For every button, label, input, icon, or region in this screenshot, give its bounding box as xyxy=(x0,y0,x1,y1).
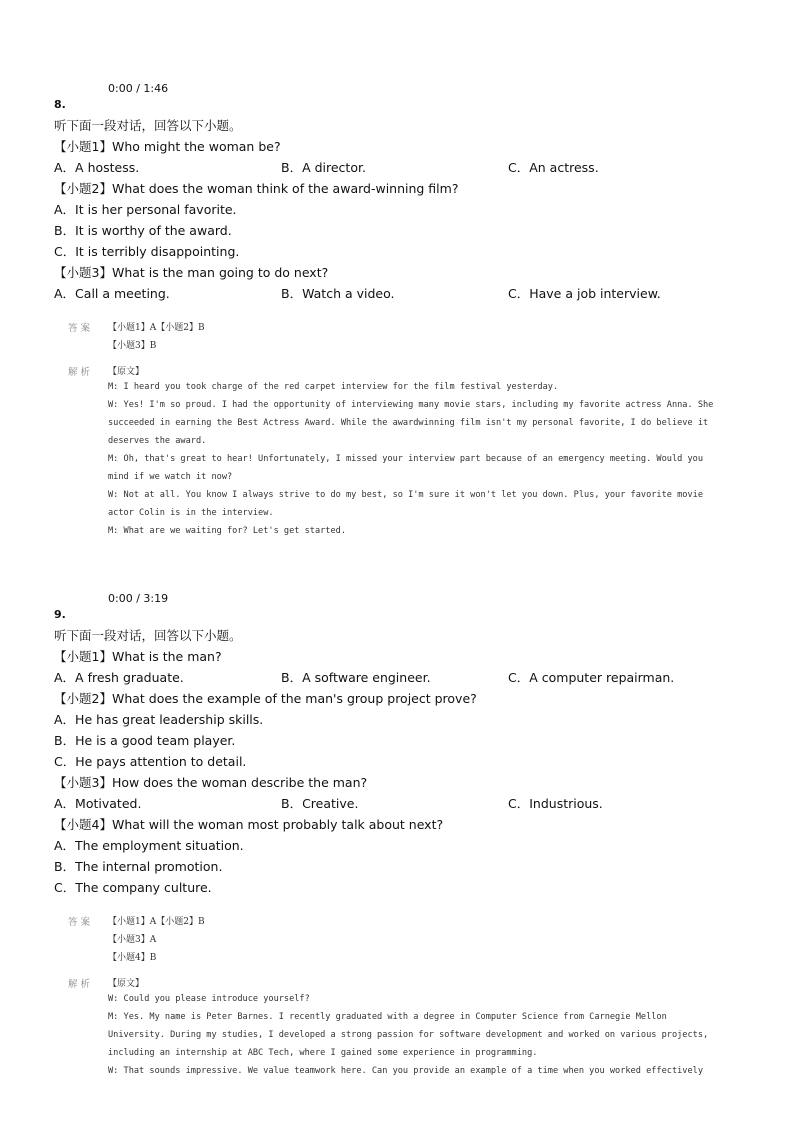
q9-sub3-option-c: C．Industrious. xyxy=(508,796,603,811)
q9-sub1-option-c: C．A computer repairman. xyxy=(508,670,675,685)
q8-sub3-option-a: A．Call a meeting. xyxy=(54,286,170,301)
q9-sub4-option-c: C．The company culture. xyxy=(54,880,212,895)
q8-sub2-option-a: A．It is her personal favorite. xyxy=(54,202,237,217)
transcript-line: deserves the award. xyxy=(108,436,207,446)
q8-sub2-option-c: C．It is terribly disappointing. xyxy=(54,244,240,259)
instruction-9: 听下面一段对话，回答以下小题。 xyxy=(54,628,242,643)
q8-sub1-option-b: B．A director. xyxy=(281,160,366,175)
q9-sub2-option-b: B．He is a good team player. xyxy=(54,733,236,748)
q9-sub2-option-c: C．He pays attention to detail. xyxy=(54,754,247,769)
q9-sub1-stem: 【小题1】What is the man? xyxy=(54,649,222,664)
transcript-line: M: I heard you took charge of the red carpet interview for the film festival yesterday. xyxy=(108,382,559,392)
q8-sub3-option-c: C．Have a job interview. xyxy=(508,286,661,301)
transcript-line: University. During my studies, I developed a strong passion for software development and worked on various projects, xyxy=(108,1030,709,1040)
q9-sub3-option-a: A．Motivated. xyxy=(54,796,142,811)
transcript-line: W: That sounds impressive. We value teamwork here. Can you provide an example of a time when you worked effectively xyxy=(108,1066,703,1076)
answer-line: 【小题3】B xyxy=(108,341,157,351)
audio-time-9[interactable]: 0:00 / 3:19 xyxy=(108,592,169,605)
answer-line: 【小题1】A【小题2】B xyxy=(108,323,205,333)
q9-sub4-option-b: B．The internal promotion. xyxy=(54,859,223,874)
analysis-label-9: 解析 xyxy=(68,979,94,990)
q8-sub3-stem: 【小题3】What is the man going to do next? xyxy=(54,265,329,280)
answer-line: 【小题4】B xyxy=(108,953,157,963)
q9-sub4-option-a: A．The employment situation. xyxy=(54,838,244,853)
q9-sub1-option-a: A．A fresh graduate. xyxy=(54,670,184,685)
instruction-8: 听下面一段对话，回答以下小题。 xyxy=(54,118,242,133)
answer-line: 【小题1】A【小题2】B xyxy=(108,917,205,927)
audio-time-8[interactable]: 0:00 / 1:46 xyxy=(108,82,169,95)
q8-sub1-stem: 【小题1】Who might the woman be? xyxy=(54,139,281,154)
question-number-9: 9. xyxy=(54,608,66,621)
transcript-line: succeeded in earning the Best Actress Award. While the awardwinning film isn't my personal favorite, I do believe it xyxy=(108,418,709,428)
transcript-line: W: Not at all. You know I always strive to do my best, so I'm sure it won't let you down. Plus, your favorite movie xyxy=(108,490,703,500)
q8-sub2-option-b: B．It is worthy of the award. xyxy=(54,223,232,238)
q9-sub2-stem: 【小题2】What does the example of the man's group project prove? xyxy=(54,691,477,706)
transcript-line: mind if we watch it now? xyxy=(108,472,233,482)
q8-sub2-stem: 【小题2】What does the woman think of the award-winning film? xyxy=(54,181,459,196)
q8-sub1-option-a: A．A hostess. xyxy=(54,160,140,175)
transcript-line: M: Oh, that's great to hear! Unfortunately, I missed your interview part because of an emergency meeting. Would you xyxy=(108,454,703,464)
analysis-label-8: 解析 xyxy=(68,367,94,378)
transcript-line: M: Yes. My name is Peter Barnes. I recently graduated with a degree in Computer Science from Carnegie Mellon xyxy=(108,1012,667,1022)
transcript-line: actor Colin is in the interview. xyxy=(108,508,274,518)
transcript-line: including an internship at ABC Tech, where I gained some experience in programming. xyxy=(108,1048,538,1058)
q8-sub3-option-b: B．Watch a video. xyxy=(281,286,395,301)
q9-sub2-option-a: A．He has great leadership skills. xyxy=(54,712,264,727)
q8-sub1-option-c: C．An actress. xyxy=(508,160,599,175)
transcript-line: M: What are we waiting for? Let's get started. xyxy=(108,526,346,536)
q9-sub4-stem: 【小题4】What will the woman most probably talk about next? xyxy=(54,817,444,832)
q9-sub3-option-b: B．Creative. xyxy=(281,796,359,811)
analysis-heading-8: 【原文】 xyxy=(108,367,145,377)
answer-line: 【小题3】A xyxy=(108,935,157,945)
answer-label-9: 答案 xyxy=(68,917,94,928)
q9-sub3-stem: 【小题3】How does the woman describe the man? xyxy=(54,775,368,790)
answer-label-8: 答案 xyxy=(68,323,94,334)
analysis-heading-9: 【原文】 xyxy=(108,979,145,989)
q9-sub1-option-b: B．A software engineer. xyxy=(281,670,431,685)
transcript-line: W: Could you please introduce yourself? xyxy=(108,994,310,1004)
transcript-line: W: Yes! I'm so proud. I had the opportunity of interviewing many movie stars, including my favorite actress Anna. She xyxy=(108,400,714,410)
question-number-8: 8. xyxy=(54,98,66,111)
